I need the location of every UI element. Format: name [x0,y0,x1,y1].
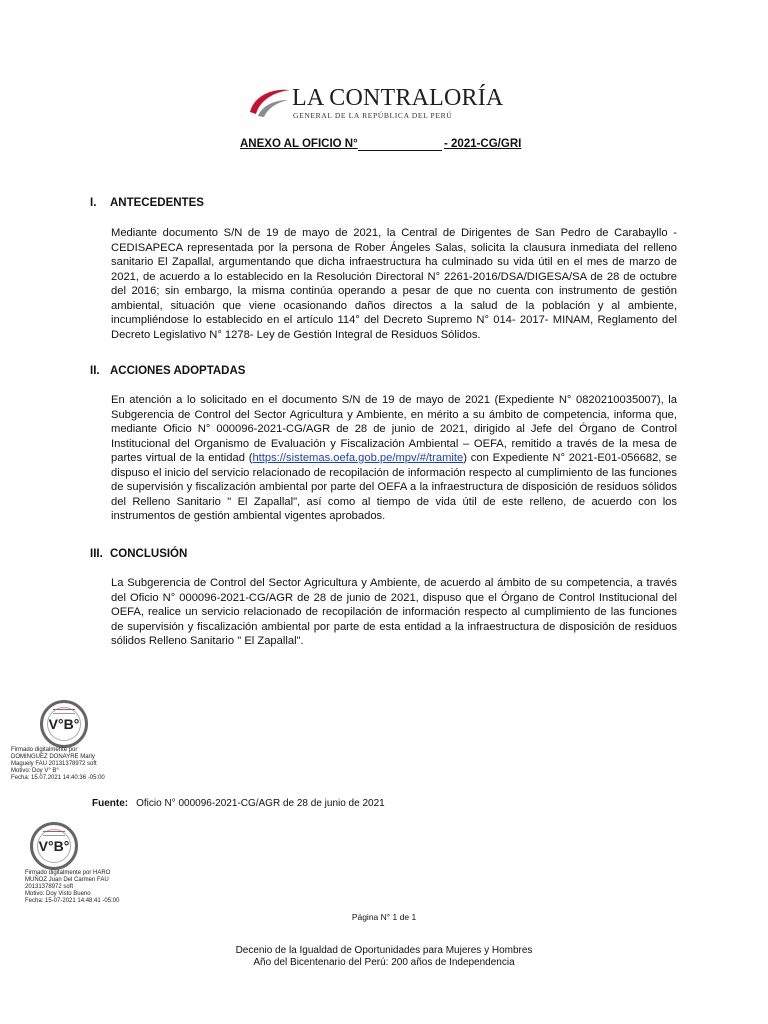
signature-line: Motivo: Doy V° B° [11,768,59,774]
source-note [92,798,385,809]
anexo-heading [240,138,530,154]
section-heading-conclusion [90,548,187,560]
signature-line: DOMINGUEZ DONAYRE Marly [11,754,95,760]
signature-line: Fecha: 15.07.2021 14:40:36 -05:00 [11,775,105,781]
contraloria-logo [246,84,504,126]
signature-line: 20131378972 soft [25,884,74,890]
oficio-number-blank [358,150,442,151]
page-number: Página N° 1 de 1 [351,912,417,922]
signature-line: Firmado digitalmente por [11,747,78,753]
section-number: II. [90,365,100,377]
body-text: En atención a lo solicitado en el documento S/N de 19 de mayo de 2021 (Expediente N° 0820210035007), la Subgerencia de Control del Sector Agricultura y Ambiente, en mérito a su ámbito de competencia, informa que, mediante Oficio N° 000096-2021-CG/AGR de 28 de junio de 2021, dirigido al Jefe del Órgano de Control Institucional del Organismo de Evaluación y Fiscalización Ambiental – OEFA, remitido a través de la mesa de partes virtual de la entidad ( [111,394,677,464]
swoosh-icon [246,84,294,124]
section-body-acciones [111,393,677,524]
section-title: ACCIONES ADOPTADAS [110,365,246,377]
anexo-reference: - 2021-CG/GRI [444,138,522,150]
section-body-antecedentes: Mediante documento S/N de 19 de mayo de 2021, la Central de Dirigentes de San Pedro de Carabayllo - CEDISAPECA representada por la persona de Rober Ángeles Salas, solicita la clausura inmediata del relleno sanitario El Zapallal, argumentando que dicha infraestructura ha culminado su vida útil en el mes de marzo de 2021, de acuerdo a lo establecido en la Resolución Directoral N° 2261-2016/DSA/DIGESA/SA de 28 de octubre del 2016; sin embargo, la misma continúa operando a pesar de que no cuenta con instrumento de gestión ambiental, situación que viene ocasionando daños directos a la salud de la población y al ambiente, incumpliéndose lo establecido en el artículo 114° del Decreto Supremo N° 014- 2017- MINAM, Reglamento del Decreto Legislativo N° 1278- Ley de Gestión Integral de Residuos Sólidos. [111,227,677,341]
visto-bueno-seal-icon [40,700,88,748]
signature-line: Fecha: 15-07-2021 14:48:41 -05:00 [25,898,120,904]
section-number: III. [90,548,103,560]
section-heading-antecedentes [90,197,204,209]
visto-bueno-seal-icon [30,822,78,870]
section-number: I. [90,197,97,209]
seal-text: V°B° [48,716,80,732]
section-title: ANTECEDENTES [110,197,204,209]
section-heading-acciones [90,365,245,377]
signature-line: Firmado digitalmente por HARO [25,870,111,876]
footer-line: Decenio de la Igualdad de Oportunidades para Mujeres y Hombres [235,945,533,956]
oefa-tramite-link[interactable]: https://sistemas.oefa.gob.pe/mpv/#/tramite [252,452,464,464]
seal-text: V°B° [38,838,70,854]
body-text: ) con Expediente N° 2021-E01-056682, se dispuso el inicio del servicio relacionado de recopilación de información respecto al cumplimiento de las funciones de supervisión y fiscalización ambiental por parte del OEFA a la infraestructura de disposición de residuos sólidos del Relleno Sanitario " El Zapallal", así como al tiempo de vida útil de este relleno, de acuerdo con los instrumentos de gestión ambiental vigentes aprobados. [111,452,677,522]
signature-line: MUÑOZ Juan Del Carmen FAU [25,877,109,883]
signature-details [25,870,119,905]
org-subtitle: GENERAL DE LA REPÚBLICA DEL PERÚ [293,111,453,120]
footer-line: Año del Bicentenario del Perú: 200 años de Independencia [253,957,515,968]
source-text: Oficio N° 000096-2021-CG/AGR de 28 de junio de 2021 [136,798,385,809]
section-body-conclusion: La Subgerencia de Control del Sector Agricultura y Ambiente, de acuerdo al ámbito de su competencia, a través del Oficio N° 000096-2021-CG/AGR de 28 de junio de 2021, dispuso que el Órgano de Control Institucional del OEFA, realice un servicio relacionado de recopilación de información respecto al cumplimiento de las funciones de supervisión y fiscalización ambiental por parte de esta entidad a la infraestructura de disposición de residuos sólidos Relleno Sanitario " El Zapallal". [111,577,677,647]
signature-line: Maguely FAU 20131378972 soft [11,761,97,767]
signature-line: Motivo: Doy Visto Bueno [25,891,91,897]
page-footer [0,945,768,969]
org-name: LA CONTRALORÍA [292,85,504,111]
source-label: Fuente: [92,798,129,809]
anexo-label: ANEXO AL OFICIO N° [240,138,358,150]
section-title: CONCLUSIÓN [110,548,188,560]
signature-details [11,747,105,782]
